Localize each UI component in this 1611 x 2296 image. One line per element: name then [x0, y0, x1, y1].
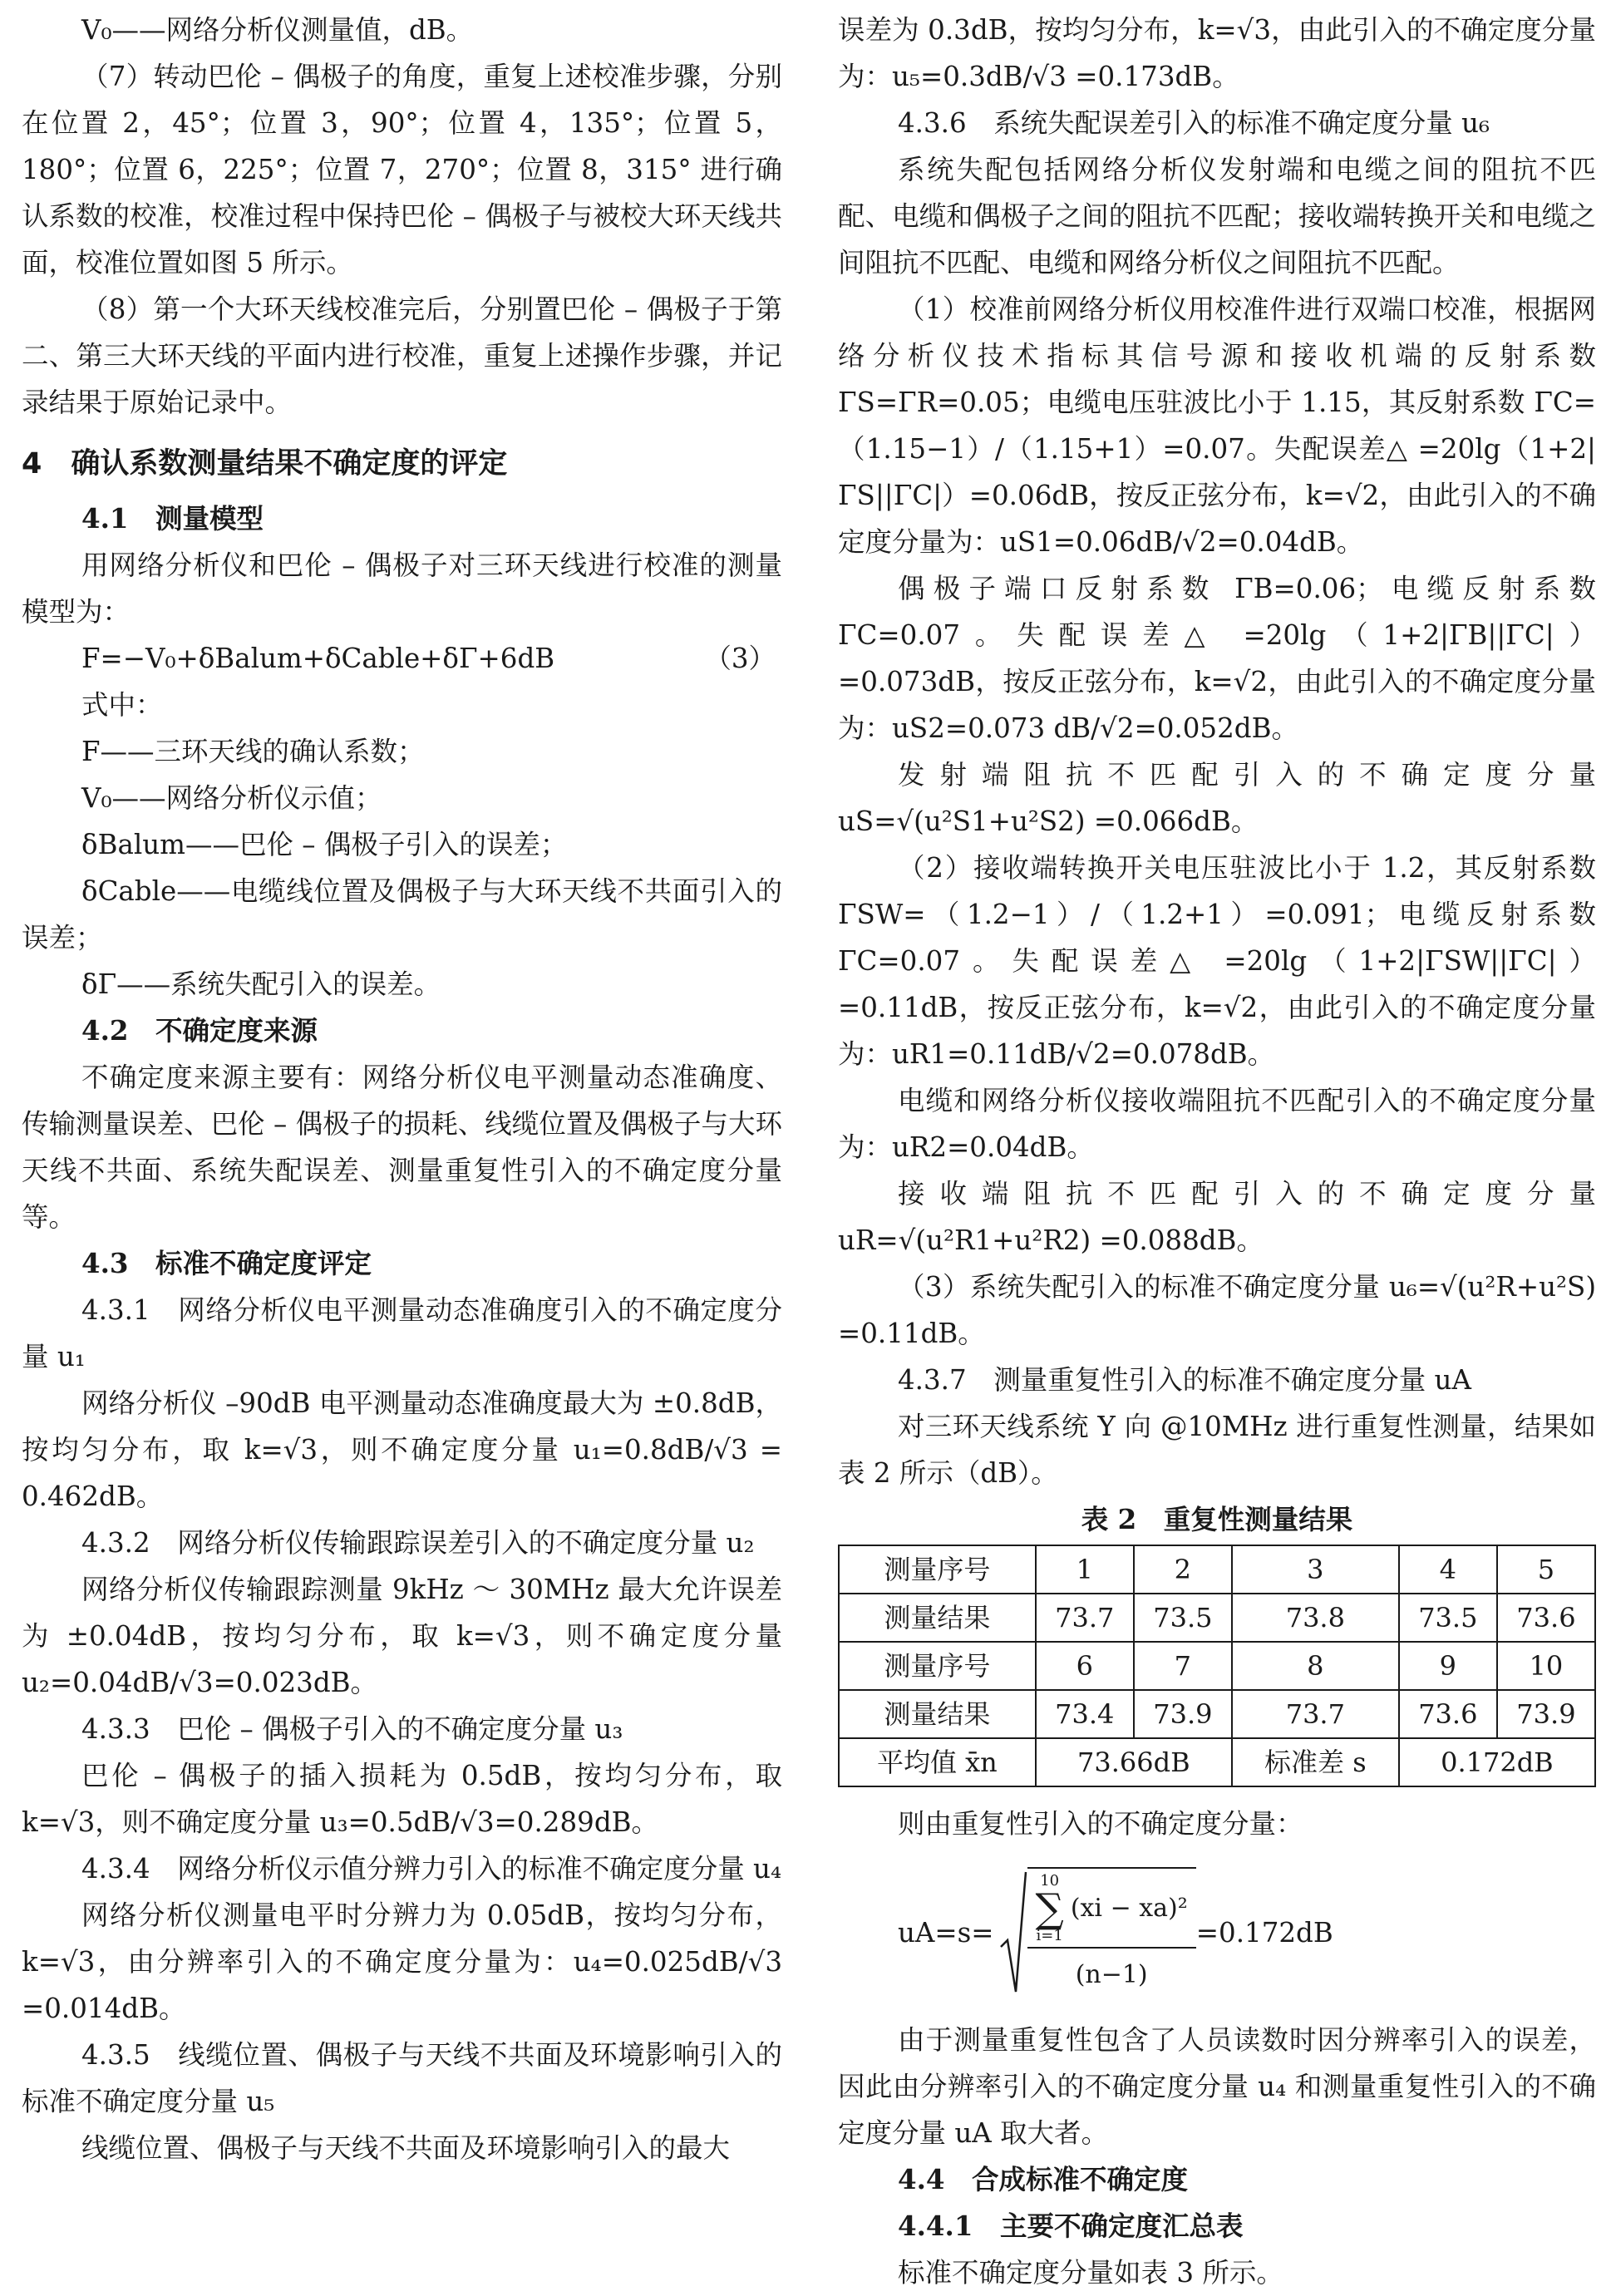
- equation-body: F=−V₀+δBalum+δCable+δΓ+6dB: [81, 643, 555, 674]
- table-header-cell: 测量序号: [839, 1642, 1036, 1690]
- table-cell: 1: [1036, 1545, 1134, 1594]
- subsubsection-heading: 4.3.2 网络分析仪传输跟踪误差引入的不确定度分量 u₂: [81, 1527, 755, 1559]
- paragraph: 用网络分析仪和巴伦 – 偶极子对三环天线进行校准的测量模型为：: [22, 549, 782, 628]
- table-header-cell: 测量结果: [839, 1594, 1036, 1642]
- subsubsection-heading: 4.3.4 网络分析仪示值分辨力引入的标准不确定度分量 u₄: [81, 1853, 781, 1885]
- radical-sign-icon: [999, 1870, 1027, 1995]
- table-cell: 73.5: [1134, 1594, 1232, 1642]
- table-cell: 6: [1036, 1642, 1134, 1690]
- table-row: [839, 1545, 1595, 1594]
- table-cell: 2: [1134, 1545, 1232, 1594]
- table-cell: 3: [1232, 1545, 1399, 1594]
- table-cell: 5: [1497, 1545, 1595, 1594]
- paragraph: 网络分析仪传输跟踪测量 9kHz ～ 30MHz 最大允许误差为 ±0.04dB，按均匀分布，取 k=√3，则不确定度分量 u₂=0.04dB/√3=0.023dB。: [22, 1574, 782, 1698]
- fraction-denominator: (n−1): [1075, 1960, 1148, 1989]
- paragraph: （3）系统失配引入的标准不确定度分量 u₆=√(u²R+u²S) =0.11dB。: [838, 1271, 1596, 1349]
- repeatability-table: [838, 1545, 1596, 1787]
- sum-lower-limit: i=1: [1036, 1927, 1063, 1944]
- table-header-cell: 标准差 s: [1232, 1738, 1399, 1786]
- subsubsection-heading: 4.4.1 主要不确定度汇总表: [898, 2210, 1244, 2242]
- table-cell: 73.5: [1399, 1594, 1497, 1642]
- formula-result: =0.172dB: [1195, 1917, 1333, 1949]
- paragraph: 网络分析仪 –90dB 电平测量动态准确度最大为 ±0.8dB，按均匀分布，取 k=√3，则不确定度分量 u₁=0.8dB/√3 = 0.462dB。: [22, 1387, 782, 1512]
- table-row: [839, 1690, 1595, 1738]
- paragraph: 偶极子端口反射系数 ΓB=0.06；电缆反射系数 ΓC=0.07。失配误差△ =20lg（1+2|ΓB||ΓC|）=0.073dB，按反正弦分布，k=√2，由此引入的不确定度分量为：uS2=0.073 dB/√2=0.052dB。: [838, 573, 1596, 744]
- table-header-cell: 测量结果: [839, 1690, 1036, 1738]
- paragraph: 标准不确定度分量如表 3 所示。: [898, 2257, 1283, 2289]
- table-row: [839, 1642, 1595, 1690]
- table-cell: 73.6: [1399, 1690, 1497, 1738]
- formula-lhs: uA=s=: [898, 1917, 994, 1949]
- table-row: [839, 1594, 1595, 1642]
- subsection-heading: 4.1 测量模型: [81, 502, 264, 535]
- paragraph: 发射端阻抗不匹配引入的不确定度分量 uS=√(u²S1+u²S2) =0.066dB。: [838, 759, 1596, 837]
- subsection-heading: 4.2 不确定度来源: [81, 1014, 318, 1047]
- paragraph: （7）转动巴伦 – 偶极子的角度，重复上述校准步骤，分别在位置 2，45°；位置 3，90°；位置 4，135°；位置 5，180°；位置 6，225°；位置 7，270°；位置 8，315° 进行确认系数的校准，校准过程中保持巴伦 – 偶极子与被校大环天线共面，校准位置如图 5 所示。: [22, 61, 782, 278]
- sum-upper-limit: 10: [1040, 1872, 1060, 1890]
- subsubsection-heading: 4.3.6 系统失配误差引入的标准不确定度分量 u₆: [898, 107, 1490, 139]
- paragraph: 误差为 0.3dB，按均匀分布，k=√3，由此引入的不确定度分量为：u₅=0.3dB/√3 =0.173dB。: [838, 14, 1596, 92]
- table-row: [839, 1738, 1595, 1786]
- paragraph: 网络分析仪测量电平时分辨力为 0.05dB，按均匀分布，k=√3，由分辨率引入的不确定度分量为：u₄=0.025dB/√3 =0.014dB。: [22, 1899, 782, 2024]
- paragraph: （8）第一个大环天线校准完后，分别置巴伦 – 偶极子于第二、第三大环天线的平面内进行校准，重复上述操作步骤，并记录结果于原始记录中。: [22, 293, 782, 418]
- equation-3: [22, 635, 782, 682]
- paragraph: 系统失配包括网络分析仪发射端和电缆之间的阻抗不匹配、电缆和偶极子之间的阻抗不匹配；接收端转换开关和电缆之间阻抗不匹配、电缆和网络分析仪之间阻抗不匹配。: [838, 154, 1596, 278]
- subsubsection-heading: 4.3.3 巴伦 – 偶极子引入的不确定度分量 u₃: [81, 1713, 623, 1745]
- fraction-numerator: [1027, 1874, 1196, 1949]
- subsubsection-heading: 4.3.7 测量重复性引入的标准不确定度分量 uA: [898, 1364, 1471, 1396]
- table-header-cell: 测量序号: [839, 1545, 1036, 1594]
- table-cell: 7: [1134, 1642, 1232, 1690]
- table-header-cell: 平均值 x̄n: [839, 1738, 1036, 1786]
- subsubsection-heading: 4.3.5 线缆位置、偶极子与天线不共面及环境影响引入的标准不确定度分量 u₅: [22, 2039, 782, 2117]
- paragraph: （2）接收端转换开关电压驻波比小于 1.2，其反射系数 ΓSW=（1.2−1）/（1.2+1）=0.091；电缆反射系数 ΓC=0.07。失配误差△ =20lg（1+2|ΓSW||ΓC|）=0.11dB，按反正弦分布，k=√2，由此引入的不确定度分量为：uR1=0.11dB/√2=0.078dB。: [838, 852, 1596, 1070]
- section-heading: 4 确认系数测量结果不确定度的评定: [22, 447, 508, 480]
- paragraph: 不确定度来源主要有：网络分析仪电平测量动态准确度、传输测量误差、巴伦 – 偶极子的损耗、线缆位置及偶极子与大环天线不共面、系统失配误差、测量重复性引入的不确定度分量等。: [22, 1062, 782, 1233]
- table-title: 表 2 重复性测量结果: [1081, 1503, 1353, 1535]
- repeatability-formula: [838, 1854, 1596, 2012]
- paragraph: 巴伦 – 偶极子的插入损耗为 0.5dB，按均匀分布，取 k=√3，则不确定度分量 u₃=0.5dB/√3=0.289dB。: [22, 1760, 782, 1838]
- summation: [1036, 1874, 1064, 1944]
- definition: δBalum——巴伦 – 偶极子引入的误差；: [81, 829, 568, 860]
- definition: δΓ——系统失配引入的误差。: [81, 968, 441, 1000]
- definition: δCable——电缆线位置及偶极子与大环天线不共面引入的误差；: [22, 875, 782, 953]
- table-cell: 8: [1232, 1642, 1399, 1690]
- paragraph: 式中：: [81, 689, 163, 721]
- paragraph: （1）校准前网络分析仪用校准件进行双端口校准，根据网络分析仪技术指标其信号源和接收机端的反射系数 ΓS=ΓR=0.05；电缆电压驻波比小于 1.15，其反射系数 ΓC=（1.15−1）/（1.15+1）=0.07。失配误差△ =20lg（1+2|ΓS||ΓC|）=0.06dB，按反正弦分布，k=√2，由此引入的不确定度分量为：uS1=0.06dB/√2=0.04dB。: [838, 293, 1596, 558]
- sqrt-radical: [999, 1867, 1196, 1998]
- table-cell: 10: [1497, 1642, 1595, 1690]
- table-cell: 73.8: [1232, 1594, 1399, 1642]
- table-cell: 73.7: [1036, 1594, 1134, 1642]
- paragraph: 线缆位置、偶极子与天线不共面及环境影响引入的最大: [81, 2132, 731, 2164]
- table-cell: 4: [1399, 1545, 1497, 1594]
- definition: V₀——网络分析仪示值；: [81, 782, 382, 814]
- table-cell: 73.9: [1497, 1690, 1595, 1738]
- subsubsection-heading: 4.3.1 网络分析仪电平测量动态准确度引入的不确定度分量 u₁: [22, 1294, 782, 1372]
- fraction: [1027, 1867, 1196, 1998]
- equation-number: （3）: [704, 643, 776, 674]
- table-cell: 73.9: [1134, 1690, 1232, 1738]
- subsection-heading: 4.4 合成标准不确定度: [898, 2163, 1189, 2195]
- table-cell: 0.172dB: [1399, 1738, 1595, 1786]
- paragraph: 由于测量重复性包含了人员读数时因分辨率引入的误差，因此由分辨率引入的不确定度分量 u₄ 和测量重复性引入的不确定度分量 uA 取大者。: [838, 2024, 1596, 2149]
- table-cell: 73.4: [1036, 1690, 1134, 1738]
- table-cell: 9: [1399, 1642, 1497, 1690]
- sigma-icon: ∑: [1035, 1885, 1064, 1932]
- paragraph: V₀——网络分析仪测量值，dB。: [81, 14, 474, 46]
- numerator-expr: (xi − xa)²: [1070, 1894, 1188, 1923]
- table-cell: 73.6: [1497, 1594, 1595, 1642]
- paragraph: 接收端阻抗不匹配引入的不确定度分量 uR=√(u²R1+u²R2) =0.088dB。: [838, 1178, 1596, 1256]
- paragraph: 对三环天线系统 Y 向 @10MHz 进行重复性测量，结果如表 2 所示（dB）。: [838, 1411, 1596, 1489]
- left-column: [22, 7, 782, 2171]
- paragraph: 电缆和网络分析仪接收端阻抗不匹配引入的不确定度分量为：uR2=0.04dB。: [838, 1085, 1596, 1163]
- paragraph: 则由重复性引入的不确定度分量：: [898, 1808, 1303, 1840]
- right-column: [838, 7, 1596, 2296]
- table-cell: 73.7: [1232, 1690, 1399, 1738]
- definition: F——三环天线的确认系数；: [81, 736, 425, 767]
- subsection-heading: 4.3 标准不确定度评定: [81, 1247, 372, 1279]
- table-cell: 73.66dB: [1036, 1738, 1232, 1786]
